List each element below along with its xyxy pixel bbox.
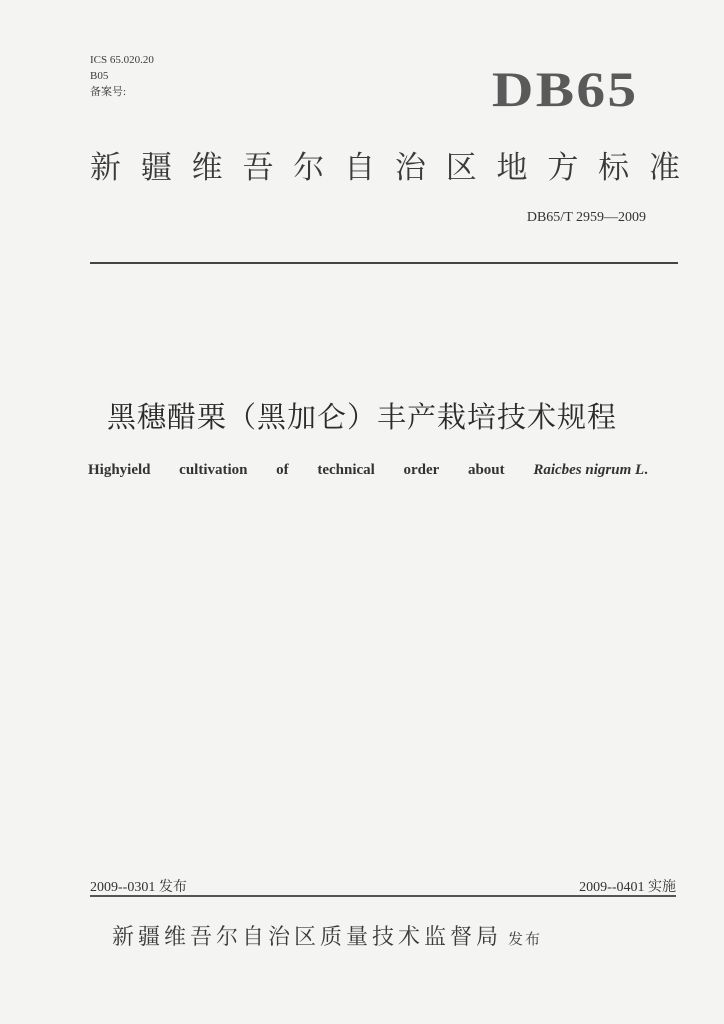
implement-label: 实施 bbox=[648, 879, 676, 895]
classification-code: B05 bbox=[90, 70, 109, 82]
title-period: . bbox=[644, 462, 648, 478]
issue-date: 2009--0301 bbox=[90, 880, 156, 895]
agency-char: 方 bbox=[547, 150, 579, 186]
english-title-word: order bbox=[403, 462, 440, 478]
header-meta bbox=[90, 52, 154, 100]
agency-char: 区 bbox=[445, 150, 477, 186]
publisher-name: 新疆维吾尔自治区质量技术监督局 bbox=[112, 925, 503, 950]
publisher-suffix: 发布 bbox=[508, 930, 543, 948]
agency-char: 自 bbox=[344, 150, 376, 186]
english-title-word: Highyield bbox=[88, 462, 151, 478]
issue-date-group bbox=[90, 876, 187, 896]
agency-char: 尔 bbox=[293, 150, 325, 186]
agency-char: 吾 bbox=[242, 150, 274, 186]
publisher-line bbox=[112, 920, 542, 951]
issue-label: 发布 bbox=[158, 879, 187, 895]
agency-char: 疆 bbox=[140, 150, 172, 186]
agency-char: 地 bbox=[496, 150, 528, 186]
implement-date: 2009--0401 bbox=[579, 880, 645, 895]
db65-logo: DB65 bbox=[491, 61, 638, 117]
ics-code: ICS 65.020.20 bbox=[90, 54, 154, 66]
implement-date-group bbox=[579, 876, 676, 896]
english-title-word: technical bbox=[317, 462, 375, 478]
standard-number: DB65/T 2959—2009 bbox=[526, 210, 646, 225]
footer-divider bbox=[90, 895, 676, 897]
header-divider bbox=[90, 262, 678, 264]
filing-number-label: 备案号: bbox=[90, 86, 127, 98]
agency-char: 新 bbox=[90, 150, 121, 186]
date-row bbox=[90, 876, 676, 896]
english-title-word: about bbox=[467, 462, 505, 478]
english-title bbox=[88, 462, 648, 479]
agency-title bbox=[90, 142, 680, 187]
agency-char: 标 bbox=[598, 150, 630, 186]
agency-char: 治 bbox=[394, 150, 426, 186]
agency-char: 准 bbox=[648, 150, 680, 186]
english-title-word: cultivation bbox=[179, 462, 248, 478]
species-name: Raicbes nigrum L bbox=[533, 462, 645, 478]
english-title-word: of bbox=[276, 462, 289, 478]
agency-char: 维 bbox=[191, 150, 223, 186]
chinese-title: 黑穗醋栗（黑加仑）丰产栽培技术规程 bbox=[106, 400, 617, 434]
